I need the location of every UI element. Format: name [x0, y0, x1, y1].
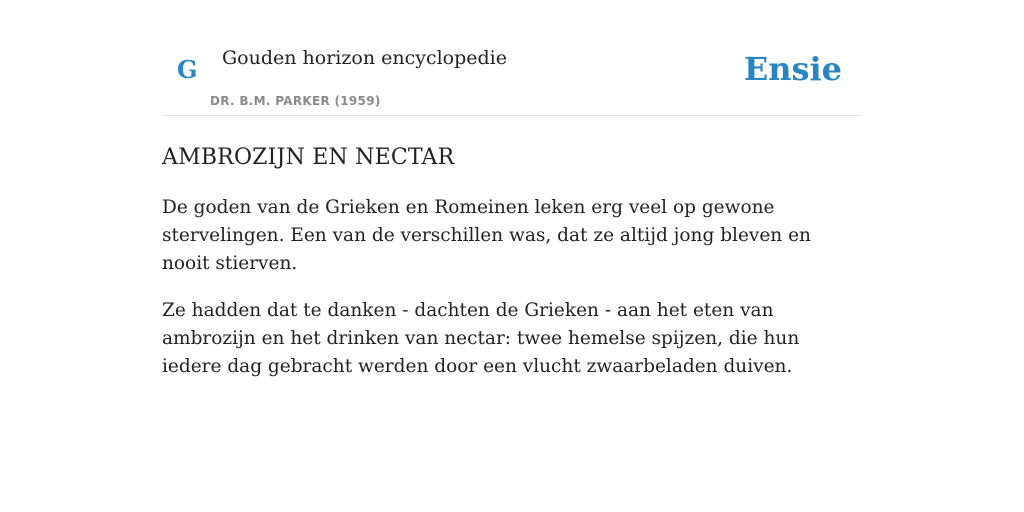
- ensie-brand-logo[interactable]: Ensie: [743, 50, 842, 88]
- encyclopedia-author: DR. B.M. PARKER (1959): [210, 94, 381, 108]
- encyclopedia-title-link[interactable]: Gouden horizon encyclopedie: [222, 47, 507, 69]
- article-title: AMBROZIJN EN NECTAR: [162, 145, 455, 170]
- article-paragraph: De goden van de Grieken en Romeinen leken erg veel op gewone stervelingen. Een van de verschillen was, dat ze altijd jong bleven en nooit stierven.: [162, 197, 811, 274]
- article-paragraph: Ze hadden dat te danken - dachten de Grieken - aan het eten van ambrozijn en het drinken van nectar: twee hemelse spijzen, die hun iedere dag gebracht werden door een vlucht zwaarbeladen duiven.: [162, 300, 800, 377]
- encyclopedia-header: [162, 0, 862, 116]
- encyclopedia-logo-letter[interactable]: G: [177, 55, 198, 84]
- article: [162, 143, 862, 381]
- content-container: [162, 0, 862, 381]
